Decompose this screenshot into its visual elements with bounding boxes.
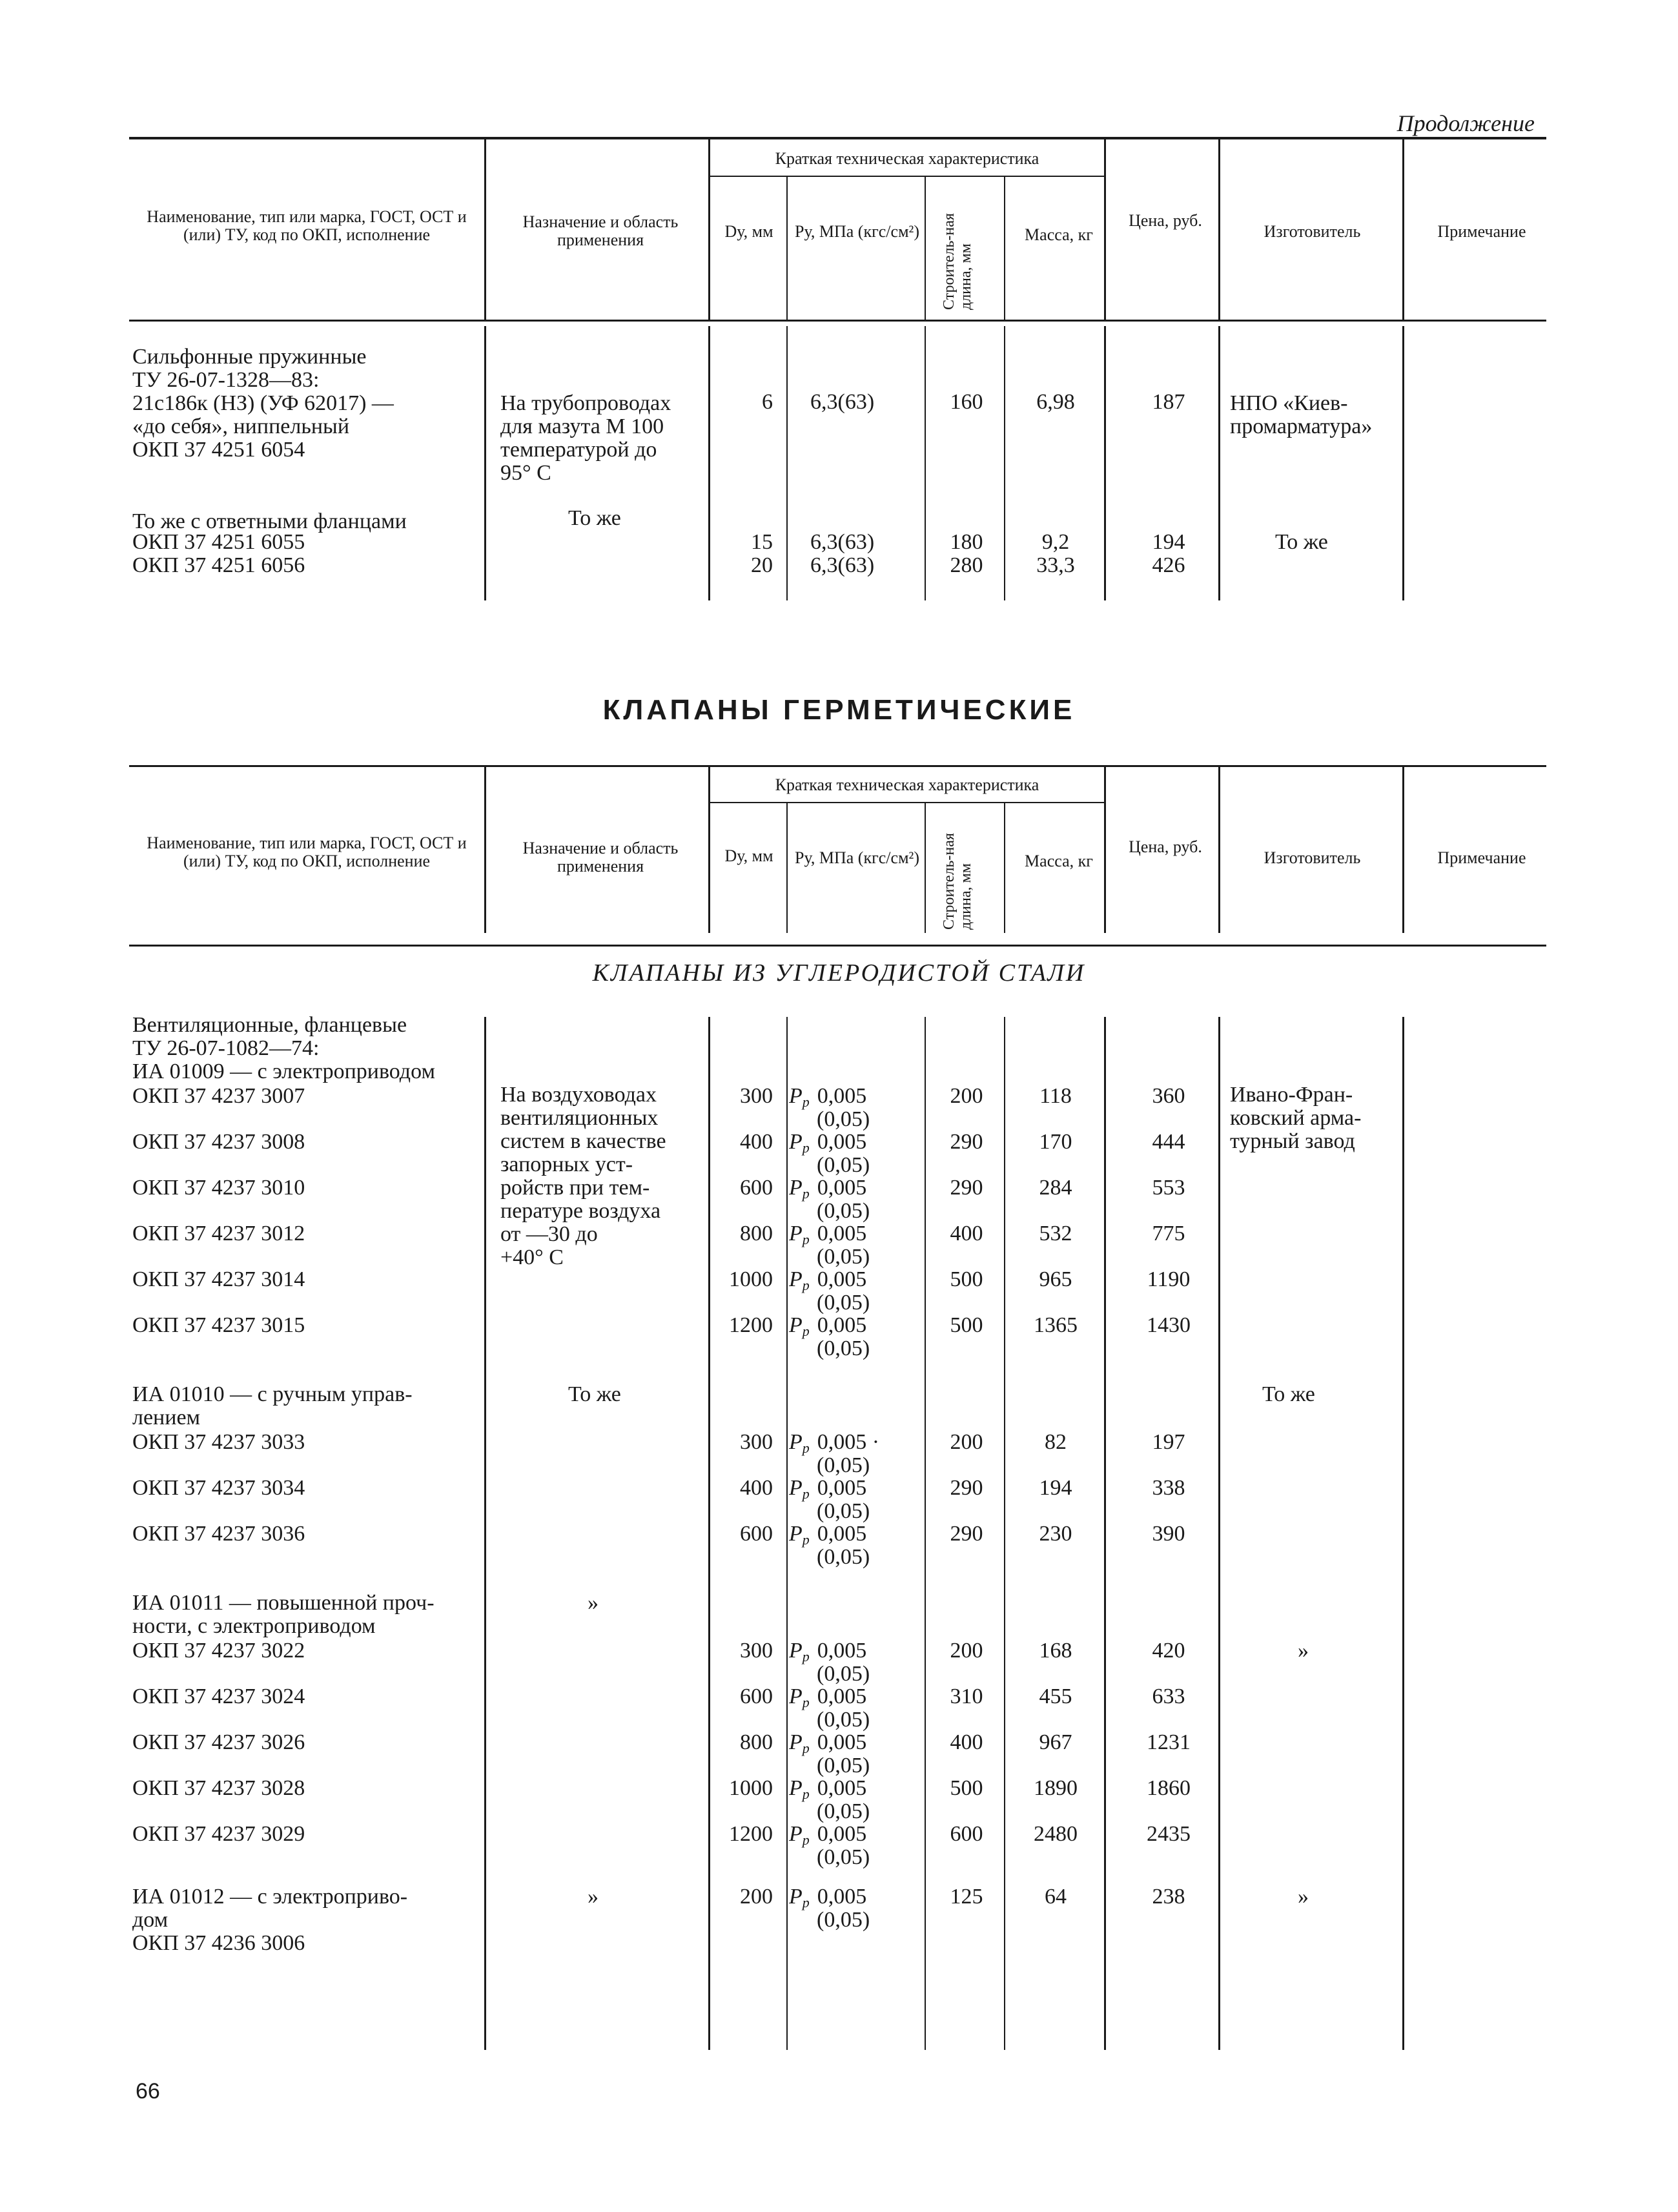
table-row-py-kgf: (0,05) [817, 1845, 870, 1869]
table-row-price: 338 [1152, 1476, 1185, 1500]
header-note: Примечание [1437, 222, 1526, 241]
table-row-py-kgf: (0,05) [817, 1545, 870, 1569]
table-row-name: ОКП 37 4251 6055 [132, 530, 305, 554]
header-mass: Масса, кг [1025, 852, 1093, 870]
table-row-price: 390 [1152, 1522, 1185, 1546]
table-row-py-value: 0,005 [817, 1685, 867, 1708]
table-row-mass: 1365 [1034, 1313, 1078, 1337]
table-row-build: 600 [950, 1822, 983, 1846]
pressure-symbol: P [789, 1885, 803, 1909]
header-dy: Dу, мм [724, 846, 773, 865]
table-row-dy: 1000 [729, 1267, 773, 1291]
table-row-code: ОКП 37 4237 3015 [132, 1313, 305, 1337]
table-row-dy: 300 [740, 1084, 773, 1108]
table-row-py-kgf: (0,05) [817, 1754, 870, 1777]
header-price: Цена, руб. [1129, 211, 1202, 230]
table-row-price: 444 [1152, 1130, 1185, 1154]
pressure-symbol: P [789, 1313, 803, 1337]
table-row-price: 553 [1152, 1176, 1185, 1200]
pressure-subscript: р [802, 1832, 810, 1848]
table-row-name: То же с ответными фланцами [132, 509, 407, 533]
pressure-symbol: P [789, 1430, 803, 1454]
pressure-symbol: P [789, 1776, 803, 1800]
table-row-maker: То же [1275, 530, 1328, 554]
table-row-price: 238 [1152, 1885, 1185, 1909]
table-row-build: 200 [950, 1430, 983, 1454]
table-row-py-value: 0,005 [817, 1176, 867, 1200]
table-row-code: ОКП 37 4237 3033 [132, 1430, 305, 1454]
table-row-py-kgf: (0,05) [817, 1799, 870, 1823]
header-dy: Dу, мм [724, 222, 773, 241]
table-row-py-value: 0,005 [817, 1313, 867, 1337]
table-row-py-value: 0,005 · [817, 1430, 880, 1454]
table-row-name: ОКП 37 4251 6056 [132, 553, 305, 577]
group-title: ИА 01012 — с электроприво- дом ОКП 37 4236 3006 [132, 1885, 408, 1955]
group-title: ИА 01011 — повышенной проч- ности, с электроприводом [132, 1591, 435, 1638]
table-row-mass: 2480 [1034, 1822, 1078, 1846]
table-row-build: 200 [950, 1639, 983, 1663]
table-row-build: 500 [950, 1267, 983, 1291]
header-mass: Масса, кг [1025, 225, 1093, 244]
pressure-subscript: р [802, 1140, 810, 1156]
table-row-build: 125 [950, 1885, 983, 1909]
pressure-subscript: р [802, 1486, 810, 1502]
header-name: Наименование, тип или марка, ГОСТ, ОСТ и (или) ТУ, код по ОКП, исполнение [147, 834, 467, 870]
group-purpose: То же [568, 1382, 621, 1406]
table-row-dy: 15 [751, 530, 773, 554]
table-row-build: 290 [950, 1522, 983, 1546]
table-row-dy: 800 [740, 1730, 773, 1754]
group-maker: Ивано-Фран- ковский арма- турный завод [1230, 1083, 1362, 1153]
table-row-py-value: 0,005 [817, 1776, 867, 1800]
table-row-dy: 200 [740, 1885, 773, 1909]
pressure-symbol: P [789, 1822, 803, 1846]
table-row-dy: 1200 [729, 1822, 773, 1846]
table-row-py-value: 0,005 [817, 1084, 867, 1108]
table-row-mass: 1890 [1034, 1776, 1078, 1800]
group-maker: То же [1262, 1382, 1315, 1406]
table-row-mass: 230 [1039, 1522, 1072, 1546]
pressure-subscript: р [802, 1440, 810, 1456]
table-row-build: 290 [950, 1130, 983, 1154]
table-row-py-kgf: (0,05) [817, 1153, 870, 1177]
table-row-py-kgf: (0,05) [817, 1245, 870, 1269]
table-row-price: 420 [1152, 1639, 1185, 1663]
table-row-mass: 284 [1039, 1176, 1072, 1200]
table-row-code: ОКП 37 4237 3007 [132, 1084, 305, 1108]
table-row-dy: 400 [740, 1476, 773, 1500]
table-row-py-kgf: (0,05) [817, 1662, 870, 1686]
table-row-code: ОКП 37 4237 3010 [132, 1176, 305, 1200]
group-title: ИА 01010 — с ручным управ- лением [132, 1382, 413, 1429]
header-price: Цена, руб. [1129, 837, 1202, 856]
table-row-build: 400 [950, 1222, 983, 1245]
pressure-symbol: P [789, 1730, 803, 1754]
table-row-py: 6,3(63) [810, 530, 875, 554]
table-row-mass: 967 [1039, 1730, 1072, 1754]
table-row-py-kgf: (0,05) [817, 1199, 870, 1223]
table-row-build: 200 [950, 1084, 983, 1108]
table-row-mass: 170 [1039, 1130, 1072, 1154]
continued-label: Продолжение [1397, 110, 1535, 136]
pressure-subscript: р [802, 1323, 810, 1339]
table-row-dy: 400 [740, 1130, 773, 1154]
pressure-subscript: р [802, 1277, 810, 1293]
table-row-mass: 6,98 [1036, 390, 1075, 414]
table-row-py-value: 0,005 [817, 1476, 867, 1500]
pressure-subscript: р [802, 1094, 810, 1110]
table-row-build: 290 [950, 1476, 983, 1500]
header-build-length: Строитель-ная длина, мм [941, 833, 974, 930]
table-row-price: 187 [1152, 390, 1185, 414]
table-row-dy: 600 [740, 1685, 773, 1708]
table-row-maker: НПО «Киев- промарматура» [1230, 391, 1373, 438]
group-purpose: » [588, 1591, 599, 1615]
table-row-dy: 300 [740, 1430, 773, 1454]
header-purpose: Назначение и область применения [522, 212, 679, 249]
pressure-symbol: P [789, 1130, 803, 1154]
table-row-code: ОКП 37 4237 3036 [132, 1522, 305, 1546]
table-row-code: ОКП 37 4237 3026 [132, 1730, 305, 1754]
table-row-price: 1860 [1147, 1776, 1191, 1800]
table-row-py-kgf: (0,05) [817, 1453, 870, 1477]
table-row-code: ОКП 37 4237 3014 [132, 1267, 305, 1291]
table-row-dy: 800 [740, 1222, 773, 1245]
table-row-dy: 20 [751, 553, 773, 577]
section-title: КЛАПАНЫ ГЕРМЕТИЧЕСКИЕ [602, 694, 1076, 726]
table-row-py-value: 0,005 [817, 1222, 867, 1245]
table-row-price: 2435 [1147, 1822, 1191, 1846]
pressure-symbol: P [789, 1522, 803, 1546]
table-row-py-value: 0,005 [817, 1822, 867, 1846]
pressure-subscript: р [802, 1694, 810, 1710]
table-row-mass: 33,3 [1036, 553, 1075, 577]
table-row-dy: 1000 [729, 1776, 773, 1800]
table-row-mass: 118 [1039, 1084, 1072, 1108]
table-row-py-value: 0,005 [817, 1885, 867, 1909]
table-row-purpose: То же [568, 506, 621, 530]
pressure-symbol: P [789, 1685, 803, 1708]
table-row-dy: 300 [740, 1639, 773, 1663]
pressure-symbol: P [789, 1639, 803, 1663]
group-purpose: На воздуховодах вентиляционных систем в качестве запорных уст- ройств при тем- пературе воздуха от —30 до +40° С [500, 1083, 666, 1269]
table-row-purpose: На трубопроводах для мазута М 100 температурой до 95° С [500, 391, 671, 485]
table-row-dy: 600 [740, 1522, 773, 1546]
table-row-build: 500 [950, 1776, 983, 1800]
header-py: Pу, МПа (кгс/см²) [795, 222, 919, 241]
pressure-symbol: P [789, 1476, 803, 1500]
table-row-dy: 6 [762, 390, 773, 414]
table-row-py-kgf: (0,05) [817, 1708, 870, 1732]
pressure-symbol: P [789, 1267, 803, 1291]
table-row-price: 194 [1152, 530, 1185, 554]
header-brief-characteristics: Краткая техническая характеристика [775, 775, 1039, 794]
header-maker: Изготовитель [1264, 222, 1361, 241]
table-row-price: 633 [1152, 1685, 1185, 1708]
table-row-mass: 532 [1039, 1222, 1072, 1245]
table-row-mass: 194 [1039, 1476, 1072, 1500]
table-row-build: 400 [950, 1730, 983, 1754]
table-row-py-kgf: (0,05) [817, 1336, 870, 1360]
table-row-build: 280 [950, 553, 983, 577]
header-maker: Изготовитель [1264, 848, 1361, 867]
table-row-code: ОКП 37 4237 3012 [132, 1222, 305, 1245]
header-name: Наименование, тип или марка, ГОСТ, ОСТ и (или) ТУ, код по ОКП, исполнение [147, 207, 467, 244]
group-maker: » [1298, 1885, 1309, 1909]
subsection-title: КЛАПАНЫ ИЗ УГЛЕРОДИСТОЙ СТАЛИ [592, 959, 1086, 987]
top-rule [129, 137, 1546, 139]
table-row-build: 160 [950, 390, 983, 414]
pressure-subscript: р [802, 1231, 810, 1247]
table-row-price: 360 [1152, 1084, 1185, 1108]
table-row-code: ОКП 37 4237 3008 [132, 1130, 305, 1154]
table-row-name: Сильфонные пружинные ТУ 26-07-1328—83: 21с186к (НЗ) (УФ 62017) — «до себя», ниппельный ОКП 37 4251 6054 [132, 345, 394, 462]
header-note: Примечание [1437, 848, 1526, 867]
table-row-py-kgf: (0,05) [817, 1291, 870, 1315]
group-title: Вентиляционные, фланцевые ТУ 26-07-1082—74: ИА 01009 — с электроприводом [132, 1013, 435, 1083]
pressure-subscript: р [802, 1648, 810, 1664]
table-row-price: 1430 [1147, 1313, 1191, 1337]
pressure-subscript: р [802, 1531, 810, 1548]
pressure-subscript: р [802, 1740, 810, 1756]
page-number: 66 [136, 2079, 160, 2104]
table-row-py-kgf: (0,05) [817, 1107, 870, 1131]
header-brief-characteristics: Краткая техническая характеристика [775, 149, 1039, 168]
table-row-py: 6,3(63) [810, 553, 875, 577]
table-row-price: 775 [1152, 1222, 1185, 1245]
table-row-mass: 82 [1045, 1430, 1067, 1454]
table-row-mass: 9,2 [1041, 530, 1070, 554]
table-row-mass: 455 [1039, 1685, 1072, 1708]
table-row-py: 6,3(63) [810, 390, 875, 414]
header-purpose: Назначение и область применения [522, 839, 679, 876]
table-row-py-value: 0,005 [817, 1267, 867, 1291]
pressure-subscript: р [802, 1786, 810, 1802]
table-row-code: ОКП 37 4237 3024 [132, 1685, 305, 1708]
table-row-py-value: 0,005 [817, 1130, 867, 1154]
table-row-dy: 600 [740, 1176, 773, 1200]
table-row-py-value: 0,005 [817, 1639, 867, 1663]
table-row-dy: 1200 [729, 1313, 773, 1337]
pressure-subscript: р [802, 1894, 810, 1910]
table-row-mass: 965 [1039, 1267, 1072, 1291]
pressure-symbol: P [789, 1084, 803, 1108]
table-row-build: 310 [950, 1685, 983, 1708]
table-row-py-kgf: (0,05) [817, 1499, 870, 1523]
table-row-price: 426 [1152, 553, 1185, 577]
table-row-price: 1190 [1147, 1267, 1191, 1291]
table-row-mass: 64 [1045, 1885, 1067, 1909]
pressure-subscript: р [802, 1185, 810, 1202]
table-row-code: ОКП 37 4237 3022 [132, 1639, 305, 1663]
table-row-build: 500 [950, 1313, 983, 1337]
table-row-py-value: 0,005 [817, 1730, 867, 1754]
group-maker: » [1298, 1639, 1309, 1663]
table-row-build: 180 [950, 530, 983, 554]
pressure-symbol: P [789, 1176, 803, 1200]
header-py: Pу, МПа (кгс/см²) [795, 848, 919, 867]
table-row-code: ОКП 37 4237 3029 [132, 1822, 305, 1846]
group-purpose: » [588, 1885, 599, 1909]
pressure-symbol: P [789, 1222, 803, 1245]
table-row-code: ОКП 37 4237 3034 [132, 1476, 305, 1500]
table-row-build: 290 [950, 1176, 983, 1200]
table-row-mass: 168 [1039, 1639, 1072, 1663]
header-build-length: Строитель-ная длина, мм [941, 213, 974, 310]
table-row-price: 1231 [1147, 1730, 1191, 1754]
table-row-price: 197 [1152, 1430, 1185, 1454]
table-row-code: ОКП 37 4237 3028 [132, 1776, 305, 1800]
table-row-py-kgf: (0,05) [817, 1908, 870, 1932]
table-row-py-value: 0,005 [817, 1522, 867, 1546]
